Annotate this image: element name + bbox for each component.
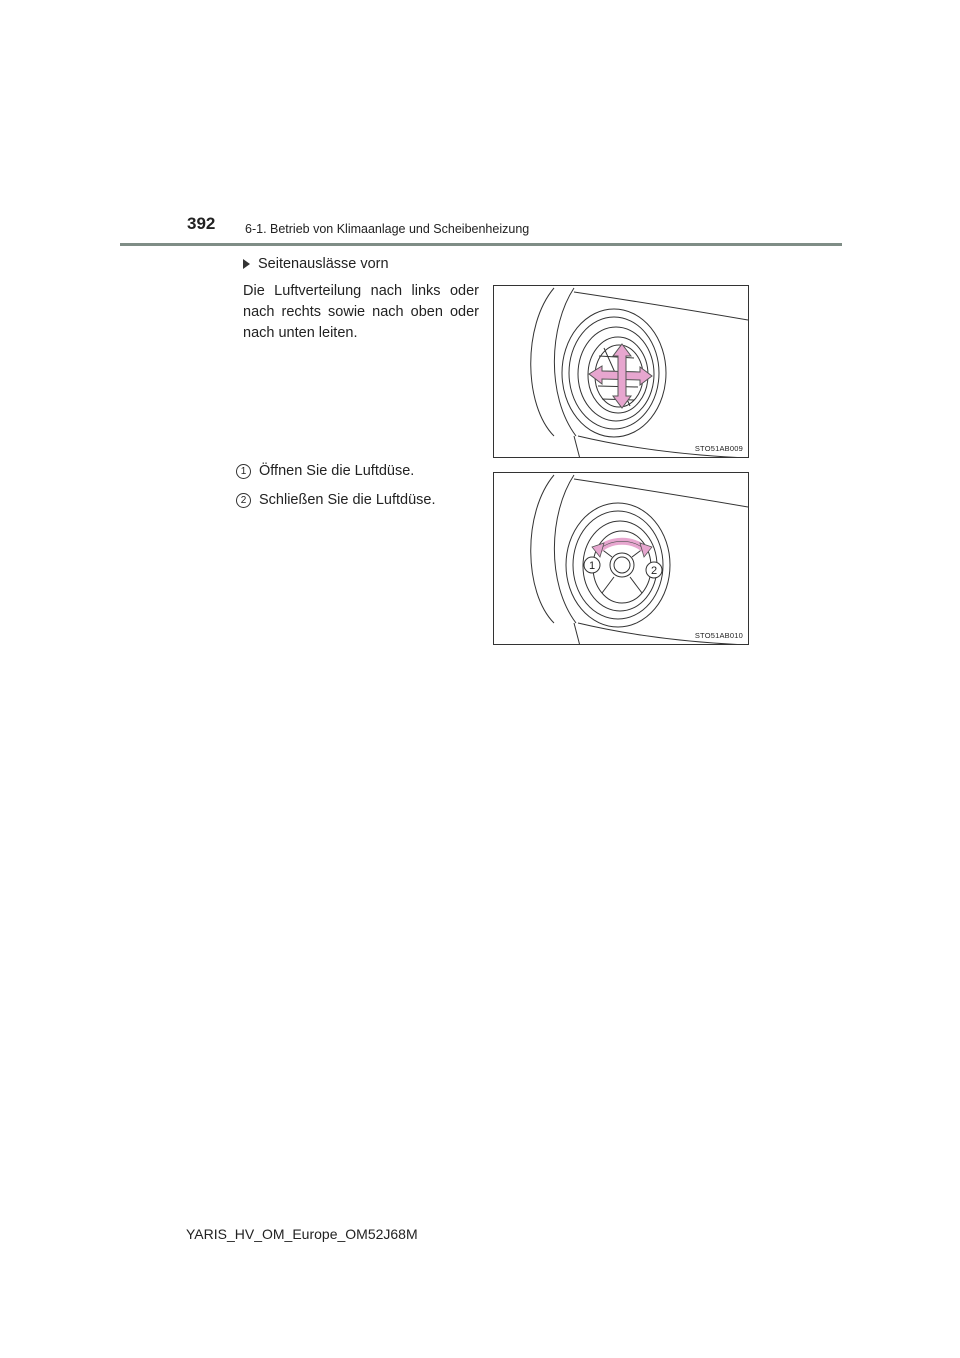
step-item-1	[236, 463, 414, 479]
section-title: 6-1. Betrieb von Klimaanlage und Scheibenheizung	[245, 222, 530, 236]
step-item-2	[236, 492, 436, 508]
header-rule	[120, 243, 842, 246]
figure-vent-open-close	[493, 472, 749, 645]
figure-code: STO51AB010	[694, 631, 743, 640]
page-number: 392	[187, 214, 216, 233]
figure-vent-direction	[493, 285, 749, 458]
triangle-bullet-icon	[243, 259, 250, 269]
step-number-badge: 2	[236, 493, 251, 508]
figure-code: STO51AB009	[694, 444, 743, 453]
step-text: Schließen Sie die Luftdüse.	[259, 492, 436, 508]
step-number-badge: 1	[236, 464, 251, 479]
description-paragraph: Die Luftverteilung nach links oder nach rechts sowie nach oben oder nach unten leiten.	[243, 283, 479, 341]
vent-direction-illustration	[494, 286, 749, 458]
callout-1-label: 1	[588, 560, 596, 572]
vent-rotation-illustration	[494, 473, 749, 645]
subheading-text: Seitenauslässe vorn	[258, 256, 389, 272]
callout-2-label: 2	[650, 565, 658, 577]
subheading	[243, 256, 389, 272]
footer-doc-id: YARIS_HV_OM_Europe_OM52J68M	[186, 1226, 418, 1242]
step-text: Öffnen Sie die Luftdüse.	[259, 463, 415, 479]
